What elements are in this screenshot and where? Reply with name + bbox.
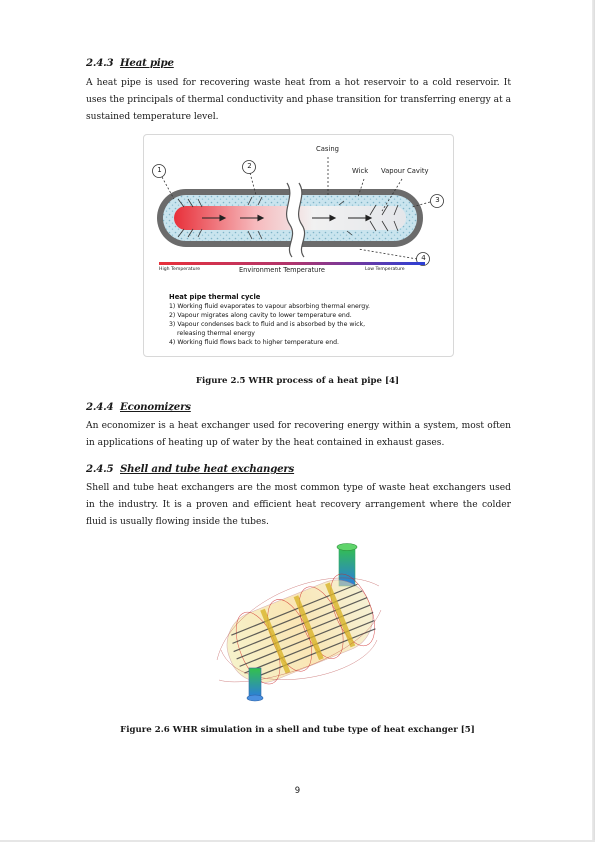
section-heading-heat-pipe [86,57,174,69]
section-heading-shell-and-tube [86,463,294,475]
thermal-cycle-step: 3) Vapour condenses back to fluid and is absorbed by the wick, [169,321,366,328]
paragraph-heat-pipe [86,75,511,126]
outlet-flange [337,544,357,551]
section-number: 2.4.5 [86,463,114,475]
section-title: Shell and tube heat exchangers [120,463,295,475]
vapour-cavity-label: Vapour Cavity [381,167,429,175]
text-line: uses the principals of thermal conductivity and phase transition for transferring energy at a [86,95,512,105]
section-number: 2.4.4 [86,401,114,413]
figure-caption-2-5: Figure 2.5 WHR process of a heat pipe [4] [195,376,400,386]
page-number: 9 [294,786,301,796]
text-line: sustained temperature level. [86,112,219,122]
shell-body [216,568,384,695]
environment-temperature-label: Environment Temperature [239,266,325,274]
thermal-cycle-title: Heat pipe thermal cycle [169,293,261,301]
heat-pipe-figure [143,134,454,357]
inlet-nozzle [249,668,261,698]
marker-2: 2 [247,162,252,170]
marker-1: 1 [157,166,162,174]
text-line: in the industry. It is a proven and efficient heat recovery arrangement where the colder [86,500,511,510]
thermal-cycle-step: releasing thermal energy [177,330,255,337]
thermal-cycle-step: 4) Working fluid flows back to higher temperature end. [169,339,340,346]
marker-3: 3 [435,196,440,204]
paragraph-economizers [86,418,511,452]
figure-caption-2-6: Figure 2.6 WHR simulation in a shell and tube type of heat exchanger [5] [120,725,475,735]
heat-exchanger-simulation-image [211,540,385,705]
marker-4: 4 [421,254,426,262]
temperature-gradient-bar [159,262,425,265]
text-line: An economizer is a heat exchanger used for recovering energy within a system, most often [86,421,511,431]
thermal-cycle-step: 2) Vapour migrates along cavity to lower temperature end. [169,312,352,319]
thermal-cycle-block [169,293,370,347]
low-temperature-label: Low Temperature [365,267,405,272]
casing-label: Casing [316,145,339,153]
section-number: 2.4.3 [86,57,114,69]
paragraph-shell-and-tube [86,480,511,531]
heat-exchanger-render [211,540,385,705]
inlet-flange [247,695,263,701]
high-temperature-label: High Temperature [159,267,201,272]
text-line: in applications of heating up of water by the heat contained in exhaust gases. [86,438,445,448]
section-heading-economizers [86,401,191,413]
text-line: Shell and tube heat exchangers are the most common type of waste heat exchangers used [86,483,511,493]
text-line: fluid is usually flowing inside the tubes. [86,517,269,527]
text-line: A heat pipe is used for recovering waste heat from a hot reservoir to a cold reservoir. It [86,78,511,88]
thermal-cycle-step: 1) Working fluid evaporates to vapour absorbing thermal energy. [169,303,370,310]
section-title: Economizers [120,401,191,413]
wick-label: Wick [352,167,369,175]
section-title: Heat pipe [120,57,174,69]
